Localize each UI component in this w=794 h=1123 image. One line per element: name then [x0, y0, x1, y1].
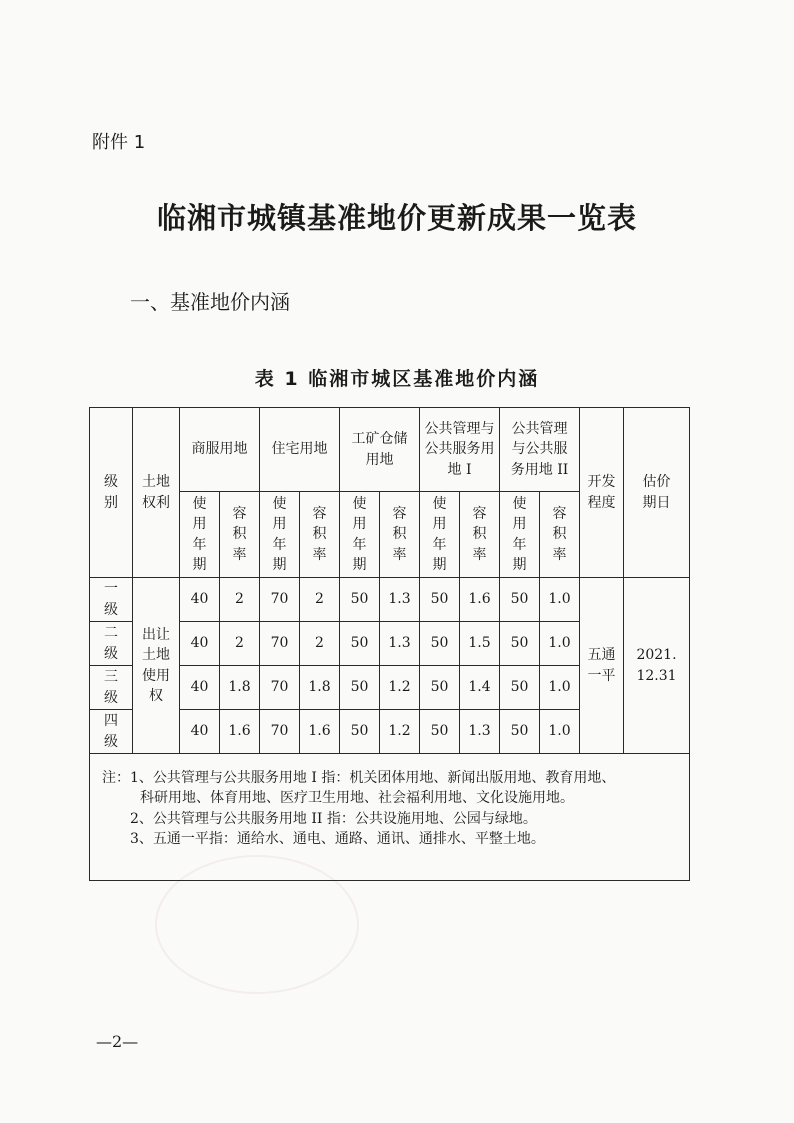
header-group-industrial: 工矿仓储用地 [340, 408, 420, 492]
value-cell: 1.6 [460, 578, 500, 622]
header-valuation-date: 估价期日 [624, 408, 690, 578]
value-cell: 50 [420, 710, 460, 754]
table-title: 表 1 临湘市城区基准地价内涵 [254, 368, 540, 390]
value-cell: 50 [500, 578, 540, 622]
header-row-groups [90, 408, 690, 492]
value-cell: 1.0 [540, 578, 580, 622]
land-price-table [89, 407, 690, 881]
value-cell: 2 [220, 622, 260, 666]
header-land-right: 土地权利 [133, 408, 180, 578]
value-cell: 2 [300, 578, 340, 622]
development-cell: 五通一平 [580, 578, 624, 754]
value-cell: 70 [260, 578, 300, 622]
value-cell: 1.2 [380, 710, 420, 754]
land-price-table-wrapper [89, 407, 689, 881]
value-cell: 1.3 [380, 622, 420, 666]
value-cell: 1.4 [460, 666, 500, 710]
page-title: 临湘市城镇基准地价更新成果一览表 [156, 201, 637, 235]
header-development: 开发程度 [580, 408, 624, 578]
value-cell: 1.0 [540, 666, 580, 710]
level-cell: 三级 [90, 666, 133, 710]
note-1: 注：1、公共管理与公共服务用地 I 指：机关团体用地、新闻出版用地、教育用地、 [102, 770, 616, 786]
value-cell: 1.2 [380, 666, 420, 710]
header-group-public-1: 公共管理与公共服务用地 I [420, 408, 500, 492]
value-cell: 50 [500, 666, 540, 710]
header-group-residential: 住宅用地 [260, 408, 340, 492]
sub-far-public-2: 容积率 [540, 492, 580, 578]
value-cell: 50 [340, 622, 380, 666]
sub-far-industrial: 容积率 [380, 492, 420, 578]
value-cell: 70 [260, 622, 300, 666]
value-cell: 2 [220, 578, 260, 622]
value-cell: 40 [180, 578, 220, 622]
value-cell: 50 [500, 710, 540, 754]
value-cell: 50 [420, 578, 460, 622]
value-cell: 1.5 [460, 622, 500, 666]
attachment-label: 附件 1 [92, 132, 146, 153]
sub-term-public-1: 使用年期 [420, 492, 460, 578]
value-cell: 1.3 [380, 578, 420, 622]
notes-cell [90, 754, 690, 881]
value-cell: 50 [500, 622, 540, 666]
value-cell: 70 [260, 710, 300, 754]
sub-far-commercial: 容积率 [220, 492, 260, 578]
value-cell: 1.0 [540, 710, 580, 754]
value-cell: 2 [300, 622, 340, 666]
level-cell: 四级 [90, 710, 133, 754]
header-group-commercial: 商服用地 [180, 408, 260, 492]
sub-term-public-2: 使用年期 [500, 492, 540, 578]
value-cell: 40 [180, 710, 220, 754]
level-cell: 二级 [90, 622, 133, 666]
value-cell: 40 [180, 622, 220, 666]
value-cell: 70 [260, 666, 300, 710]
table-row [90, 578, 690, 622]
land-right-cell: 出让土地使用权 [133, 578, 180, 754]
sub-far-residential: 容积率 [300, 492, 340, 578]
note-2: 2、公共管理与公共服务用地 II 指：公共设施用地、公园与绿地。 [130, 810, 537, 827]
value-cell: 1.3 [460, 710, 500, 754]
value-cell: 50 [340, 578, 380, 622]
value-cell: 40 [180, 666, 220, 710]
value-cell: 50 [340, 666, 380, 710]
page-number: —2— [96, 1032, 139, 1051]
value-cell: 50 [340, 710, 380, 754]
value-cell: 1.0 [540, 622, 580, 666]
sub-term-commercial: 使用年期 [180, 492, 220, 578]
sub-term-industrial: 使用年期 [340, 492, 380, 578]
value-cell: 1.6 [220, 710, 260, 754]
header-level: 级别 [90, 408, 133, 578]
value-cell: 50 [420, 666, 460, 710]
sub-far-public-1: 容积率 [460, 492, 500, 578]
level-cell: 一级 [90, 578, 133, 622]
value-cell: 50 [420, 622, 460, 666]
value-cell: 1.6 [300, 710, 340, 754]
notes-row [90, 754, 690, 881]
sub-term-residential: 使用年期 [260, 492, 300, 578]
value-cell: 1.8 [220, 666, 260, 710]
header-group-public-2: 公共管理与公共服务用地 II [500, 408, 580, 492]
valuation-date-cell: 2021.12.31 [624, 578, 690, 754]
note-1-continued: 科研用地、体育用地、医疗卫生用地、社会福利用地、文化设施用地。 [140, 790, 574, 807]
section-heading: 一、基准地价内涵 [130, 290, 290, 314]
value-cell: 1.8 [300, 666, 340, 710]
note-3: 3、五通一平指：通给水、通电、通路、通讯、通排水、平整土地。 [130, 830, 545, 847]
